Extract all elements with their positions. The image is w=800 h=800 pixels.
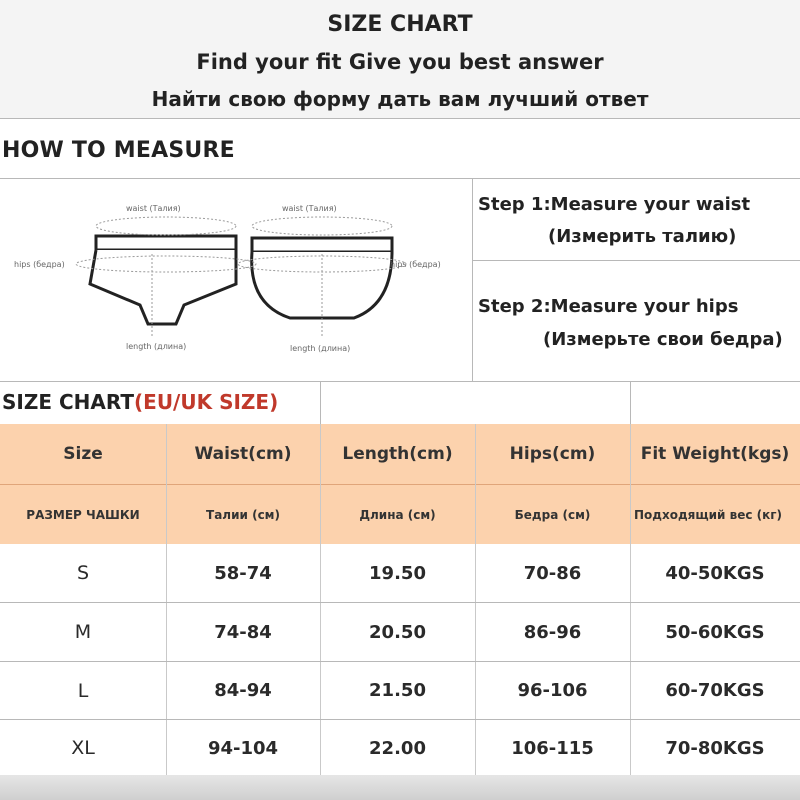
header-length-ru: Длина (см): [359, 507, 436, 522]
page-header: [0, 0, 800, 118]
cell-length: 20.50: [369, 621, 426, 643]
cell-weight: 60-70KGS: [665, 680, 765, 701]
cell-hips: 96-106: [517, 680, 588, 701]
table-row: [0, 603, 800, 661]
cell-weight: 70-80KGS: [665, 737, 765, 759]
cell-length: 19.50: [369, 562, 426, 584]
step-2-text: Step 2:Measure your hips: [478, 296, 739, 317]
header-weight: Fit Weight(kgs): [640, 444, 790, 464]
cell-length: 21.50: [369, 680, 426, 701]
subtitle-russian: Найти свою форму дать вам лучший ответ: [151, 87, 649, 111]
table-header-row-english: [0, 424, 800, 484]
page-title: SIZE CHART: [327, 12, 473, 37]
size-chart-title: [2, 390, 278, 414]
header-weight-ru: Подходящий вес (кг): [634, 507, 783, 522]
cell-size: M: [74, 621, 92, 643]
bottom-shadow-band: [0, 775, 800, 800]
cell-hips: 86-96: [523, 621, 582, 643]
table-row: [0, 662, 800, 719]
header-size: Size: [63, 444, 103, 464]
cell-waist: 84-94: [214, 680, 272, 701]
cell-length: 22.00: [369, 737, 426, 759]
step-1-translation: (Измерить талию): [548, 226, 737, 247]
diagram-label-hips-front: hips (бедра): [14, 260, 65, 269]
diagram-label-hips-back: hips (бедра): [390, 260, 441, 269]
table-row: [0, 544, 800, 602]
underwear-illustration: [0, 180, 472, 380]
table-row: [0, 720, 800, 776]
cell-waist: 94-104: [207, 737, 279, 759]
table-header-row-russian: [0, 485, 800, 544]
diagram-label-length-back: length (длина): [290, 344, 351, 353]
cell-weight: 50-60KGS: [665, 621, 765, 643]
header-waist: Waist(cm): [194, 444, 292, 464]
how-to-measure-heading: HOW TO MEASURE: [2, 138, 235, 163]
cell-size: L: [77, 679, 89, 702]
measurement-diagram: [0, 180, 472, 380]
diagram-label-length-front: length (длина): [126, 342, 187, 351]
cell-weight: 40-50KGS: [665, 562, 765, 584]
cell-size: XL: [71, 737, 95, 759]
step-1-text: Step 1:Measure your waist: [478, 194, 751, 215]
diagram-label-waist-back: waist (Талия): [282, 204, 337, 213]
header-hips: Hips(cm): [509, 444, 596, 464]
cell-waist: 58-74: [214, 562, 272, 584]
diagram-label-waist-front: waist (Талия): [126, 204, 181, 213]
step-2-translation: (Измерьте свои бедра): [543, 329, 783, 350]
header-waist-ru: Талии (см): [206, 507, 280, 522]
size-chart-title-region: (EU/UK SIZE): [134, 390, 279, 414]
subtitle-english: Find your fit Give you best answer: [196, 50, 604, 74]
cell-waist: 74-84: [214, 621, 272, 643]
header-hips-ru: Бедра (см): [514, 507, 591, 522]
cell-size: S: [76, 562, 90, 584]
header-length: Length(cm): [342, 444, 453, 464]
cell-hips: 106-115: [511, 737, 594, 759]
size-chart-title-main: SIZE CHART: [2, 390, 135, 414]
header-size-ru: РАЗМЕР ЧАШКИ: [26, 507, 140, 522]
cell-hips: 70-86: [523, 562, 582, 584]
brief-front-icon: [90, 236, 236, 324]
